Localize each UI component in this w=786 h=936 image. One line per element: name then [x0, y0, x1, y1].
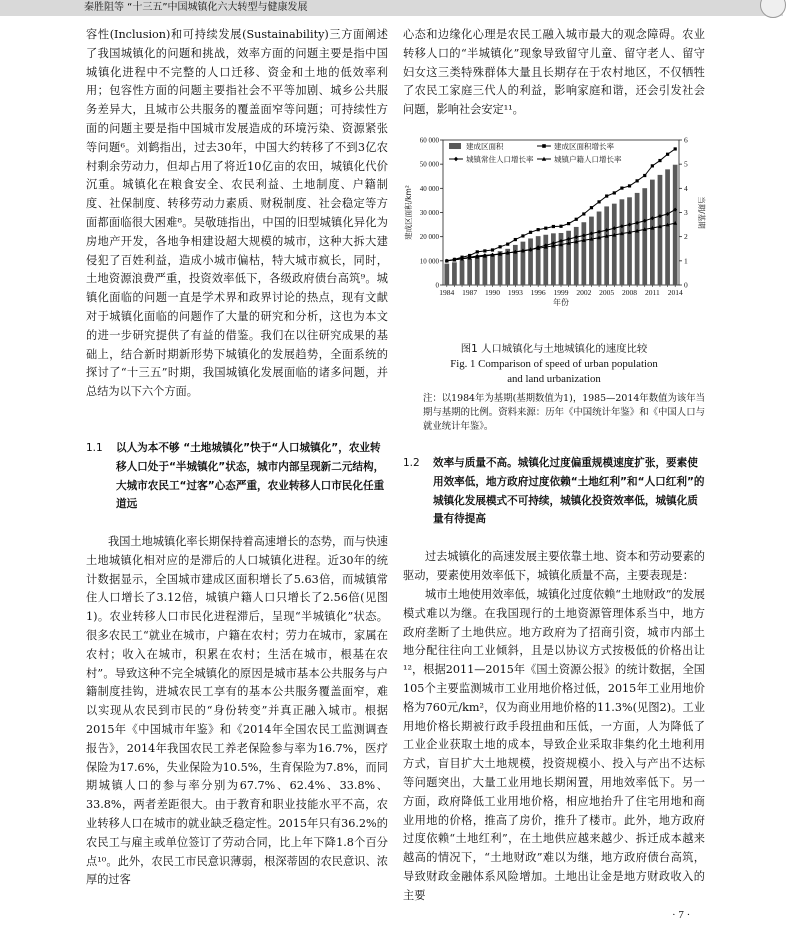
x-tick-label: 1984	[439, 288, 455, 297]
y-right-tick-label: 2	[684, 232, 688, 242]
bar-built-area	[665, 169, 670, 285]
y-right-tick-label: 5	[684, 159, 688, 169]
y-right-tick-label: 1	[684, 256, 688, 266]
point-built-area-ratio	[521, 234, 524, 237]
y-left-tick-label: 60 000	[419, 136, 439, 145]
page-number: · 7 ·	[672, 909, 691, 921]
x-tick-label: 1993	[507, 288, 523, 297]
point-built-area-ratio	[582, 212, 585, 215]
legend-label: 建成区面积	[466, 142, 504, 151]
legend-marker-square	[542, 144, 546, 148]
x-tick-label: 1990	[484, 288, 500, 297]
section-1-2-intro-paragraph: 过去城镇化的高速发展主要依靠土地、资本和劳动要素的驱动，要素使用效率低下，城镇化质量不高，主要表现是：	[403, 550, 705, 582]
y-left-tick-label: 10 000	[419, 257, 439, 266]
right-column	[403, 26, 705, 924]
point-built-area-ratio	[613, 191, 616, 194]
point-built-area-ratio	[666, 153, 669, 156]
bar-built-area	[528, 238, 533, 285]
y-left-axis-label: 建成区面积/km²	[404, 185, 413, 240]
bar-built-area	[620, 199, 625, 285]
bar-built-area	[483, 255, 488, 285]
point-built-area-ratio	[605, 194, 608, 197]
running-header	[0, 0, 783, 16]
legend-label: 城镇户籍人口增长率	[554, 155, 622, 164]
y-right-tick-label: 6	[684, 135, 688, 145]
bar-built-area	[452, 262, 457, 285]
point-built-area-ratio	[620, 186, 623, 189]
x-tick-label: 2014	[667, 288, 683, 297]
section-title: 以人为本不够 “土地城镇化”快于“人口城镇化”，农业转移人口处于“半城镇化”状态，城市内部呈现新二元结构，大城市农民工“过客”心态严重，农业转移人口市民化任重道远	[116, 442, 385, 511]
legend-swatch-bar	[449, 143, 461, 149]
point-built-area-ratio	[476, 250, 479, 253]
legend-marker-diamond	[454, 157, 458, 161]
bar-built-area	[635, 193, 640, 285]
point-built-area-ratio	[590, 206, 593, 209]
y-left-tick-label: 20 000	[419, 233, 439, 242]
bar-built-area	[536, 236, 541, 285]
bar-built-area	[612, 204, 617, 285]
bar-built-area	[444, 264, 449, 285]
bar-built-area	[604, 206, 609, 285]
x-tick-label: 1999	[553, 288, 569, 297]
left-column	[86, 26, 388, 888]
point-built-area-ratio	[544, 227, 547, 230]
bar-built-area	[467, 259, 472, 285]
figure-1-chart	[403, 136, 705, 341]
section-title: 效率与质量不高。城镇化过度偏重规模速度扩张，要素使用效率低，地方政府过度依赖“土地红利”和“人口红利”的城镇化发展模式不可持续，城镇化投资效率低，城镇化质量有待提高	[433, 457, 705, 526]
bar-built-area	[658, 175, 663, 285]
point-built-area-ratio	[674, 147, 677, 150]
bar-built-area	[543, 235, 548, 285]
point-built-area-ratio	[537, 228, 540, 231]
point-built-area-ratio	[506, 243, 509, 246]
point-built-area-ratio	[498, 245, 501, 248]
bar-built-area	[475, 256, 480, 285]
bar-built-area	[551, 233, 556, 285]
point-built-area-ratio	[643, 174, 646, 177]
point-built-area-ratio	[559, 225, 562, 228]
x-tick-label: 1987	[462, 288, 478, 297]
x-tick-label: 2011	[644, 288, 660, 297]
section-1-1-heading	[86, 439, 388, 533]
bar-built-area	[581, 222, 586, 285]
point-built-area-ratio	[636, 179, 639, 182]
section-number: 1.2	[403, 457, 420, 469]
journal-seal-icon	[760, 0, 786, 18]
section-1-1-paragraph: 我国土地城镇化率长期保持着高速增长的态势，而与快速土地城镇化相对应的是滞后的人口城镇化进程。近30年的统计数据显示，全国城市建成区面积增长了5.63倍，而城镇常住人口增长了3.12倍，城镇户籍人口只增长了2.56倍(见图1)。农业转移人口市民化进程滞后，呈现“半城镇化”状态。很多农民工“就业在城市，户籍在农村；劳力在城市，家属在农村；收入在城市，积累在农村；生活在城市，根基在农村”。导致这种不完全城镇化的原因是城市基本公共服务与户籍制度挂钩，进城农民工享有的基本公共服务覆盖面窄，难以实现从农民到市民的“身份转变”并真正融入城市。根据2015年《中国城市年鉴》和《2014年全国农民工监测调查报告》，2014年我国农民工养老保险参与率为16.7%，医疗保险为17.6%，失业保险为10.5%，生育保险为7.8%，而同期城镇人口的参与率分别为67.7%、62.4%、33.8%、33.8%，两者差距很大。由于教育和职业技能水平不高，农业转移人口在城市的就业缺乏稳定性。2015年只有36.2%的农民工与雇主或单位签订了劳动合同，比上年下降1.8个百分点¹⁰。此外，农民工市民意识薄弱，根深蒂固的农民意识、浓厚的过客	[86, 535, 388, 887]
figure-note: 注：以1984年为基期(基期数值为1)，1985—2014年数值为该年当期与基期的比例。资料来源：历年《中国统计年鉴》和《中国人口与就业统计年鉴》。	[423, 393, 705, 432]
point-built-area-ratio	[491, 248, 494, 251]
figure-caption-cn: 图1 人口城镇化与土地城镇化的速度比较	[460, 343, 648, 355]
point-built-area-ratio	[529, 231, 532, 234]
x-axis-label: 年份	[553, 298, 569, 307]
bar-built-area	[673, 165, 678, 285]
running-title: 秦胜阻等 “十三五”中国城镇化六大转型与健康发展	[84, 2, 308, 13]
bar-built-area	[627, 197, 632, 285]
point-built-area-ratio	[514, 238, 517, 241]
y-right-tick-label: 0	[684, 280, 688, 290]
y-left-tick-label: 30 000	[419, 209, 439, 217]
point-built-area-ratio	[658, 159, 661, 162]
y-right-tick-label: 4	[684, 183, 688, 193]
y-right-tick-label: 3	[684, 208, 688, 217]
section-1-2-paragraph: 城市土地使用效率低，城镇化过度依赖“土地财政”的发展模式难以为继。在我国现行的土地资源管理体系当中，地方政府垄断了土地供应。地方政府为了招商引资，城市内部土地分配往往向工业倾斜，且是以协议方式按极低的价格出让¹²，根据2011—2015年《国土资源公报》的统计数据，全国105个主要监测城市工业用地价格过低，2015年工业用地价格为760元/km²，仅为商业用地价格的11.3%(见图2)。工业用地价格长期被行政手段扭曲和压低，一方面，人为降低了工业企业获取土地的成本，导致企业采取非集约化土地利用方式，盲目扩大土地规模，投资规模小、投入与产出不达标等问题突出，大量工业用地长期闲置，用地效率低下。另一方面，政府降低工业用地价格，相应地抬升了住宅用地和商业用地的价格，推高了房价，推升了楼市。此外，地方政府过度依赖“土地红利”，在土地供应越来越少、拆迁成本越来越高的情况下，“土地财政”难以为继，地方政府债台高筑，导致财政金融体系风险增加。土地出让金是地方财政收入的主要	[403, 588, 705, 902]
bar-built-area	[460, 261, 465, 285]
legend-label: 城镇常住人口增长率	[466, 155, 534, 164]
y-left-tick-label: 40 000	[419, 184, 439, 193]
y-left-tick-label: 50 000	[419, 160, 439, 169]
section-1-2-heading	[403, 454, 705, 548]
bar-built-area	[650, 180, 655, 285]
bar-built-area	[597, 212, 602, 285]
x-tick-label: 2005	[599, 288, 615, 297]
x-tick-label: 1996	[530, 288, 546, 297]
chart-svg	[403, 136, 705, 341]
intro-paragraph: 容性(Inclusion)和可持续发展(Sustainability)三方面阐述了我国城镇化的问题和挑战，效率方面的问题主要是指中国城镇化进程中不完整的人口迁移、资金和土地的低效率利用；包容性方面的问题主要指社会不平等加剧、城乡公共服务差异大，且城市公共服务的覆盖面窄等问题；可持续性方面的问题主要是指中国城市发展造成的环境污染、资源紧张等问题⁶。刘鹤指出，过去30年，中国大约转移了不到3亿农村剩余劳动力，但却占用了将近10亿亩的农田，城镇化代价沉重。城镇化在粮食安全、农民利益、土地制度、户籍制度、社保制度、转移劳动力素质、财税制度、社会稳定等方面都面临很大困难⁸。吴敬琏指出，中国的旧型城镇化异化为房地产开发，各地争相建设超大规模的城市，这种大拆大建侵犯了百姓利益，造成小城市偏枯，特大城市疯长，同时，土地资源浪费严重，投资效率低下，各级政府债台高筑⁹。城镇化面临的问题一直是学术界和政界讨论的热点，现有文献对于城镇化面临的问题作了大量的研究和分析，这也为本文的进一步研究提供了有益的借鉴。我们在以往研究成果的基础上，结合新时期新形势下城镇化的发展趋势，全面系统的探讨了“十三五”时期，我国城镇化发展面临的诸多问题，并总结为以下六个方面。	[86, 28, 388, 399]
point-built-area-ratio	[628, 184, 631, 187]
point-built-area-ratio	[575, 218, 578, 221]
y-left-tick-label: 0	[435, 281, 439, 290]
legend-label: 建成区面积增长率	[554, 142, 614, 151]
x-tick-label: 2002	[576, 288, 592, 297]
x-tick-label: 2008	[622, 288, 638, 297]
bar-built-area	[521, 242, 526, 285]
y-right-axis-label: 当期/基期	[697, 196, 706, 229]
bar-built-area	[589, 217, 594, 285]
point-built-area-ratio	[567, 222, 570, 225]
point-built-area-ratio	[552, 225, 555, 228]
bar-built-area	[498, 251, 503, 285]
figure-caption-en: Fig. 1 Comparison of speed of urban population and land urbanization	[450, 358, 658, 385]
right-top-paragraph: 心态和边缘化心理是农民工融入城市最大的观念障碍。农业转移人口的“半城镇化”现象导致留守儿童、留守老人、留守妇女这三类特殊群体大量且长期存在于农村地区，不仅牺牲了农民工家庭三代人的利益，影响家庭和谐，还会引发社会问题，影响社会安定¹¹。	[403, 28, 705, 117]
bar-built-area	[642, 188, 647, 285]
section-number: 1.1	[86, 442, 103, 454]
point-built-area-ratio	[651, 164, 654, 167]
point-built-area-ratio	[597, 200, 600, 203]
point-built-area-ratio	[483, 249, 486, 252]
bar-built-area	[490, 254, 495, 285]
